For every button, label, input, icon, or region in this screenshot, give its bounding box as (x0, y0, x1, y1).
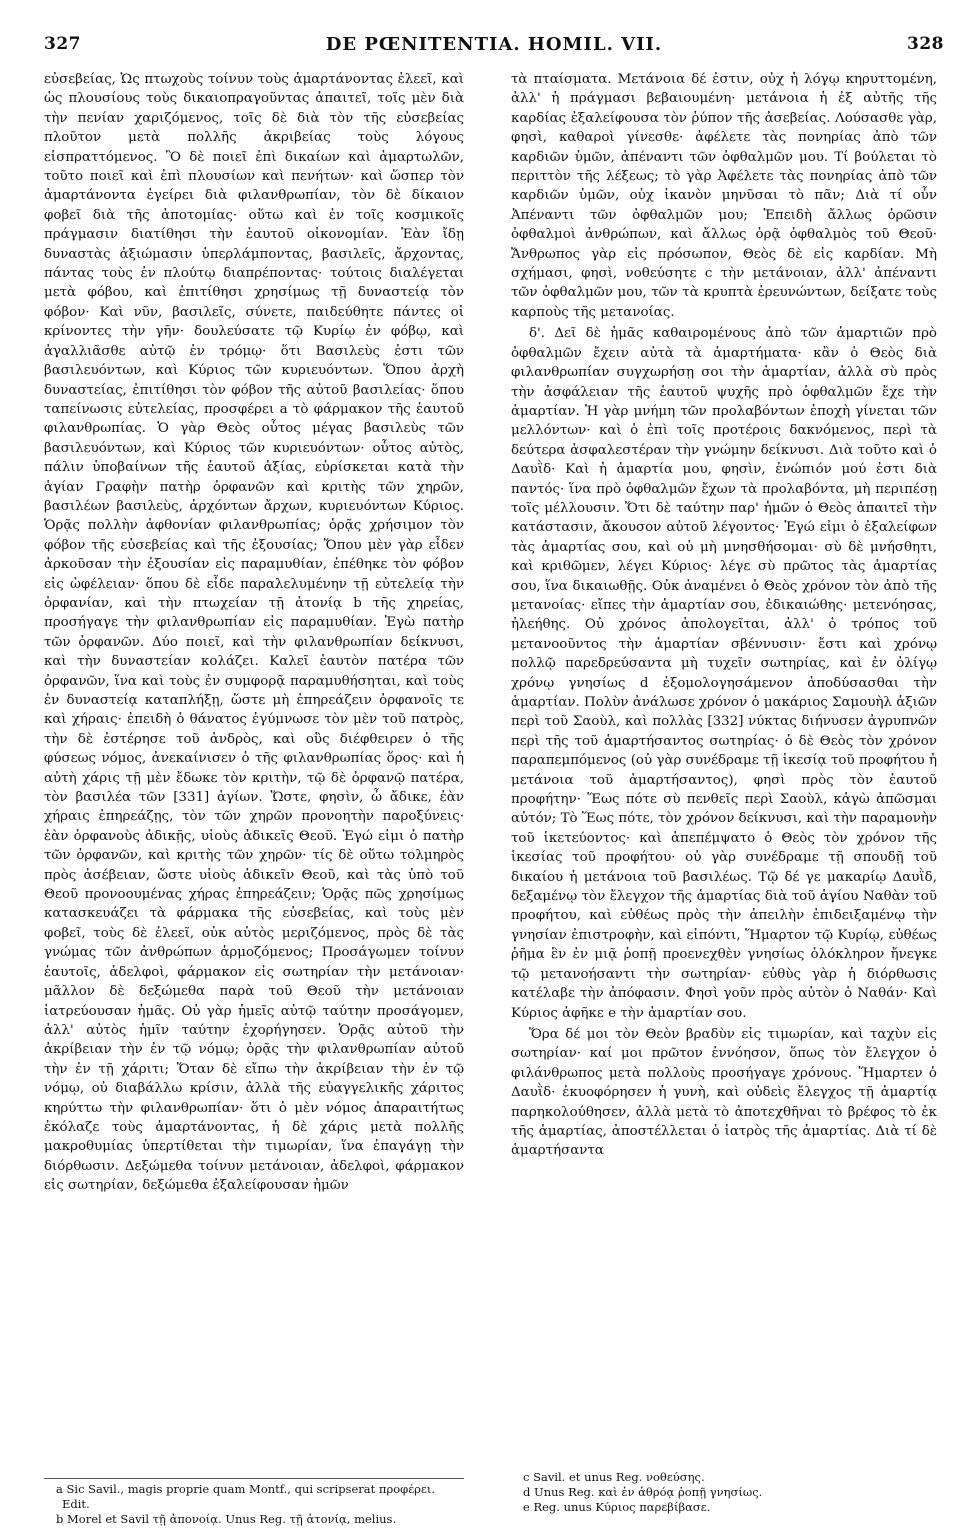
running-title: DE PŒNITENTIA. HOMIL. VII. (325, 34, 663, 55)
running-header (44, 34, 944, 62)
paragraph: δ'. Δεῖ δὲ ἡμᾶς καθαιρομένους ἀπὸ τῶν ἁμαρτιῶν πρὸ ὀφθαλμῶν ἔχειν αὐτὰ τὰ ἁμαρτήματα· κἂν ὁ Θεὸς διὰ φιλανθρωπίαν συγχωρήσῃ σοι τὴν ἁμαρτίαν, ἀλλὰ σὺ πρὸς τὴν ἀσφάλειαν τῆς ἑαυτοῦ ψυχῆς πρὸ ὀφθαλμῶν ἔχε τὴν ἁμαρτίαν. Ἡ γὰρ μνήμη τῶν προλαβόντων ἐποχὴ γίνεται τῶν μελλόντων· καὶ ὁ ἐπὶ τοῖς προτέροις δακνόμενος, περὶ τὰ δεύτερα ἀσφαλεστέραν τὴν γνώμην δείκνυσι. Διὰ τοῦτο καὶ ὁ Δαυῒδ· Καὶ ἡ ἁμαρτία μου, φησὶν, ἐνώπιόν μού ἐστι διὰ παντός· ἵνα πρὸ ὀφθαλμῶν ἔχων τὰ προλαβόντα, μὴ περιπέσῃ τοῖς μέλλουσιν. Ὅτι δὲ ταύτην παρ' ἡμῶν ὁ Θεὸς ἀπαιτεῖ τὴν κατάστασιν, ἄκουσον αὐτοῦ λέγοντος· Ἐγώ εἰμι ὁ ἐξαλείφων τὰς ἁμαρτίας σου, καὶ οὐ μὴ μνησθήσομαι· σὺ δὲ μνήσθητι, καὶ κριθῶμεν, λέγει Κύριος· λέγε σὺ πρῶτος τὰς ἁμαρτίας σου, ἵνα δικαιωθῇς. Οὐκ ἀναμένει ὁ Θεὸς χρόνον τὸν ἀπὸ τῆς μετανοίας· εἴπες τὴν ἁμαρτίαν σου, ἐδικαιώθης· μετενόησας, ἠλεήθης. Οὐ χρόνος ἀπολογεῖται, ἀλλ' ὁ τρόπος τοῦ μετανοοῦντος τὴν ἁμαρτίαν σβέννυσιν· ἔστι καὶ χρόνῳ πολλῷ παρεδρεύσαντα μὴ τυχεῖν σωτηρίας, καὶ ἐν ὀλίγῳ χρόνῳ γνησίως d ἐξομολογησάμενον ἀποδύσασθαι τὴν ἁμαρτίαν. Πολὺν ἀνάλωσε χρόνον ὁ μακάριος Σαμουὴλ ἀξιῶν περὶ τοῦ Σαοὺλ, καὶ πολλὰς [332] νύκτας διήνυσεν ἀγρυπνῶν περὶ τῆς τοῦ ἁμαρτήσαντος σωτηρίας· ὁ δὲ Θεὸς τὸν χρόνον παραπεμπόμενος (οὐ γὰρ συνέδραμε τῇ ἱκεσίᾳ τοῦ προφήτου ἡ μετάνοια τοῦ ἁμαρτήσαντος), φησὶ πρὸς τὸν ἑαυτοῦ προφήτην· Ἕως πότε σὺ πενθεῖς περὶ Σαοὺλ, κἀγὼ ἀπῶσμαι αὐτόν; Τὸ Ἕως πότε, τὸν χρόνον δείκνυσι, καὶ τὴν παραμονὴν τοῦ ἱκετεύοντος· καὶ ἀπεπέμψατο ὁ Θεὸς τὸν χρόνον τῆς ἱκεσίας τοῦ προφήτου· οὐ γὰρ συνέδραμε τῇ σπουδῇ τοῦ δικαίου ἡ μετάνοια τοῦ βασιλέως. Τῷ δέ γε μακαρίῳ Δαυῒδ, δεξαμένῳ τὸν ἔλεγχον τῆς ἁμαρτίας διὰ τοῦ ἁγίου Ναθὰν τοῦ προφήτου, καὶ εὐθέως πρὸς τὴν ἀπειλὴν ἐπιδειξαμένῳ τὴν γνησίαν ἐπιστροφὴν, καὶ εἰπόντι, Ἥμαρτον τῷ Κυρίῳ, εὐθέως ῥῆμα ἓν ἐν μιᾷ ῥοπῇ προενεχθὲν γνησίως ὁλόκληρον ἤνεγκε τῷ μετανοήσαντι τὴν σωτηρίαν· εὐθὺς γὰρ ἡ διόρθωσις κατέλαβε τὴν ἀπόφασιν. Φησὶ γοῦν πρὸς αὐτὸν ὁ Ναθάν· Καὶ Κύριος ἀφῆκε e τὴν ἁμαρτίαν σου. (511, 326, 937, 1021)
footnote: d Unus Reg. καὶ ἐν ἀθρόᾳ ῥοπῇ γνησίως. (523, 1485, 763, 1499)
footnote: c Savil. et unus Reg. νοθεύσης. (523, 1470, 705, 1484)
paragraph: εὐσεβείας, Ὡς πτωχοὺς τοίνυν τοὺς ἁμαρτάνοντας ἐλεεῖ, καὶ ὡς πλουσίους τοὺς δικαιοπραγοῦντας ἀπαιτεῖ, τοῖς μὲν διὰ τὴν πενίαν χαριζόμενος, τοῖς δὲ διὰ τὸν τῆς εὐσεβείας πλοῦτον μετὰ πολλῆς ἀκριβείας τοὺς λόγους εἰσπραττόμενος. Ὃ δὲ ποιεῖ ἐπὶ δικαίων καὶ ἁμαρτωλῶν, τοῦτο ποιεῖ καὶ ἐπὶ πλουσίων καὶ πενήτων· καὶ ὥσπερ τὸν ἁμαρτάνοντα ἐγείρει διὰ φιλανθρωπίαν, τὸν δὲ δίκαιον φοβεῖ διὰ τῆς ἀποτομίας· οὕτω καὶ ἐν τοῖς κοσμικοῖς πράγμασιν διατίθησι τὴν ἑαυτοῦ οἰκονομίαν. Ἐὰν ἴδῃ δυναστὰς ἀξιώμασιν ὑπερλάμποντας, βασιλεῖς, ἄρχοντας, πάντας τοὺς ἐν πλούτῳ διαπρέποντας· τούτοις διαλέγεται μετὰ φόβου, καὶ ἐπιτίθησι χρησίμως τῇ δυναστείᾳ τὸν φόβον· Καὶ νῦν, βασιλεῖς, σύνετε, παιδεύθητε πάντες οἱ κρίνοντες τὴν γῆν· δουλεύσατε τῷ Κυρίῳ ἐν φόβῳ, καὶ ἀγαλλιᾶσθε αὐτῷ ἐν τρόμῳ· ὅτι Βασιλεὺς ἐστι τῶν βασιλευόντων, καὶ Κύριος τῶν κυριευόντων. Ὅπου ἀρχὴ δυναστείας, ἐπιτίθησι τὸν φόβον τῆς αὐτοῦ βασιλείας· ὅπου ταπείνωσις εὐτελείας, προσφέρει a τὸ φάρμακον τῆς ἑαυτοῦ φιλανθρωπίας. Ὁ γὰρ Θεὸς οὗτος μέγας βασιλεὺς τῶν βασιλευόντων, καὶ Κύριος τῶν κυριευόντων· οὗτος αὐτὸς, πάλιν ὑποβαίνων τῆς ἑαυτοῦ ἀξίας, εὑρίσκεται κατὰ τὴν ἁγίαν Γραφὴν πατὴρ ὀρφανῶν καὶ κριτὴς τῶν χηρῶν, βασιλέων βασιλεὺς, ἀρχόντων ἄρχων, κυριευόντων Κύριος. Ὁρᾷς πολλὴν ἀφθονίαν φιλανθρωπίας; ὁρᾷς χρήσιμον τὸν φόβον τῆς εὐσεβείας καὶ τῆς ἐξουσίας; Ὅπου μὲν γὰρ εἶδεν ἀρκοῦσαν τὴν ἐξουσίαν εἰς παραμυθίαν, ἐπέθηκε τὸν φόβον εἰς ὠφέλειαν· ὅπου δὲ εἶδε παραλελυμένην τῇ εὐτελείᾳ τὴν ὀρφανίαν, καὶ τὴν πτωχείαν τῇ ἀτονίᾳ b τῆς χηρείας, προσήγαγε τὴν φιλανθρωπίαν εἰς παραμυθίαν. Ἐγὼ πατὴρ τῶν ὀρφανῶν. Δύο ποιεῖ, καὶ τὴν φιλανθρωπίαν δείκνυσι, καὶ τὴν δυναστείαν κολάζει. Καλεῖ ἑαυτὸν πατέρα τῶν ὀρφανῶν, ἵνα καὶ τοὺς ἐν συμφορᾷ παραμυθήσηται, καὶ τοὺς ἐν δυναστείᾳ καταπλήξῃ, ὥστε μὴ ἐπηρεάζειν ὀρφανοῖς τε καὶ χήραις· ἐπειδὴ ὁ θάνατος ἐγύμνωσε τὸν μὲν τοῦ πατρὸς, τὴν δὲ ἐστέρησε τοῦ ἀνδρὸς, καὶ οὓς διέφθειρεν ὁ τῆς φύσεως νόμος, ἀνεκαίνισεν ὁ τῆς φιλανθρωπίας ὅρος· καὶ ἡ αὐτὴ χάρις τῇ μὲν ἔδωκε τὸν κριτὴν, τῷ δὲ ὀρφανῷ πατέρα, τὸν βασιλέα τῶν [331] ἁγίων. Ὥστε, φησὶν, ὦ ἄδικε, ἐὰν χήραις ἐπηρεάζῃς, τὸν τῶν χηρῶν προνοητὴν παροξύνεις· ἐὰν ὀρφανοὺς ἀδικῇς, υἱοὺς ἀδικεῖς Θεοῦ. Ἐγώ εἰμι ὁ πατὴρ τῶν ὀρφανῶν, καὶ κριτὴς τῶν χηρῶν· τίς δὲ οὕτω τολμηρὸς πρὸς ἀσέβειαν, ὥστε υἱοὺς ἀδικεῖν Θεοῦ, καὶ τὰς ὑπὸ τοῦ Θεοῦ προνοουμένας χήρας ἐπηρεάζειν; Ὁρᾷς πῶς χρησίμως κατασκευάζει τὰ φάρμακα τῆς εὐσεβείας, καὶ τοὺς μὲν φοβεῖ, τοὺς δὲ ἐλεεῖ, οὐκ αὐτὸς μεριζόμενος, πρὸς δὲ τὰς γνώμας τῶν ἀνθρώπων ἁρμοζόμενος; Προσάγωμεν τοίνυν ἑαυτοῖς, ἀδελφοὶ, φάρμακον εἰς σωτηρίαν τὴν μετάνοιαν· μᾶλλον δὲ δεξώμεθα παρὰ τοῦ Θεοῦ τὴν μετάνοιαν ἰατρεύουσαν ἡμᾶς. Οὐ γὰρ ἡμεῖς αὐτῷ ταύτην προσάγομεν, ἀλλ' αὐτὸς ἡμῖν ταύτην ἐχορήγησεν. Ὁρᾷς αὐτοῦ τὴν ἀκρίβειαν τὴν ἐν τῷ νόμῳ; ὁρᾷς τὴν φιλανθρωπίαν αὐτοῦ τὴν ἐν τῇ χάριτι; Ὅταν δὲ εἴπω τὴν ἀκρίβειαν τὴν ἐν τῷ νόμῳ, οὐ διαβάλλω κρίσιν, ἀλλὰ τῆς εὐαγγελικῆς χάριτος κηρύττω τὴν φιλανθρωπίαν· ὅτι ὁ μὲν νόμος ἀπαραιτήτως ἐκόλαζε τοὺς ἁμαρτάνοντας, ἡ δὲ χάρις μετὰ πολλῆς μακροθυμίας ὑπερτίθεται τὴν τιμωρίαν, ἵνα ἐπαγάγῃ τὴν διόρθωσιν. Δεξώμεθα τοίνυν μετάνοιαν, ἀδελφοὶ, φάρμακον εἰς σωτηρίαν, δεξώμεθα ἐξαλείφουσαν ἡμῶν (44, 72, 464, 1194)
right-page-number: 328 (907, 34, 944, 54)
left-page-number: 327 (44, 34, 81, 54)
paragraph: Ὅρα δέ μοι τὸν Θεὸν βραδὺν εἰς τιμωρίαν, καὶ ταχὺν εἰς σωτηρίαν· καί μοι πρῶτον ἐννόησον, ὅπως τὸν ἔλεγχον ὁ φιλάνθρωπος μετὰ πολλοὺς προσήγαγε χρόνους. Ἥμαρτεν ὁ Δαυῒδ· ἐκυοφόρησεν ἡ γυνὴ, καὶ οὐδεὶς ἔλεγχος τῇ ἁμαρτίᾳ παρηκολούθησεν, ἀλλὰ μετὰ τὸ ἀποτεχθῆναι τὸ βρέφος τὸ ἐκ τῆς ἁμαρτίας, ἀποστέλλεται ὁ ἰατρὸς τῆς ἁμαρτίας. Διὰ τί δὲ ἁμαρτήσαντα (511, 1026, 937, 1159)
right-footnotes (511, 1470, 937, 1515)
left-footnotes (44, 1478, 464, 1527)
right-column (511, 70, 937, 1462)
left-column (44, 70, 464, 1462)
footnote: b Morel et Savil τῇ ἀπονοίᾳ. Unus Reg. τῇ ἀτονίᾳ, melius. (56, 1512, 397, 1526)
footnote: e Reg. unus Κύριος παρεβίβασε. (523, 1500, 711, 1514)
footnote: a Sic Savil., magis proprie quam Montf., qui scripserat προφέρει. Edit. (56, 1482, 436, 1511)
paragraph: τὰ πταίσματα. Μετάνοια δέ ἐστιν, οὐχ ἡ λόγῳ κηρυττομένη, ἀλλ' ἡ πράγμασι βεβαιουμένη· μετάνοια ἡ ἐξ αὐτῆς τῆς καρδίας ἐξαλείφουσα τὸν ῥύπον τῆς ἀσεβείας. Λούσασθε γὰρ, φησὶ, καθαροὶ γίνεσθε· ἀφέλετε τὰς πονηρίας ἀπὸ τῶν καρδιῶν ὑμῶν, ἀπέναντι τῶν ὀφθαλμῶν μου. Τί βούλεται τὸ περιττὸν τῆς λέξεως; τὸ γὰρ Ἀφέλετε τὰς πονηρίας ἀπὸ τῶν καρδιῶν ὑμῶν, οὐχ ἱκανὸν μηνῦσαι τὸ πᾶν; Διὰ τί οὖν Ἀπέναντι τῶν ὀφθαλμῶν μου; Ἐπειδὴ ἄλλως ὁρῶσιν ὀφθαλμοὶ ἀνθρώπων, καὶ ἄλλως ὁρᾷ ὀφθαλμὸς τοῦ Θεοῦ· Ἄνθρωπος γὰρ εἰς πρόσωπον, Θεὸς δὲ εἰς καρδίαν. Μὴ σχήμασι, φησὶ, νοθεύσητε c τὴν μετάνοιαν, ἀλλ' ἀπέναντι τῶν ὀφθαλμῶν μου, τῶν τὰ κρυπτὰ ἐρευνώντων, δείξατε τοὺς καρποὺς τῆς μετανοίας. (511, 72, 937, 320)
